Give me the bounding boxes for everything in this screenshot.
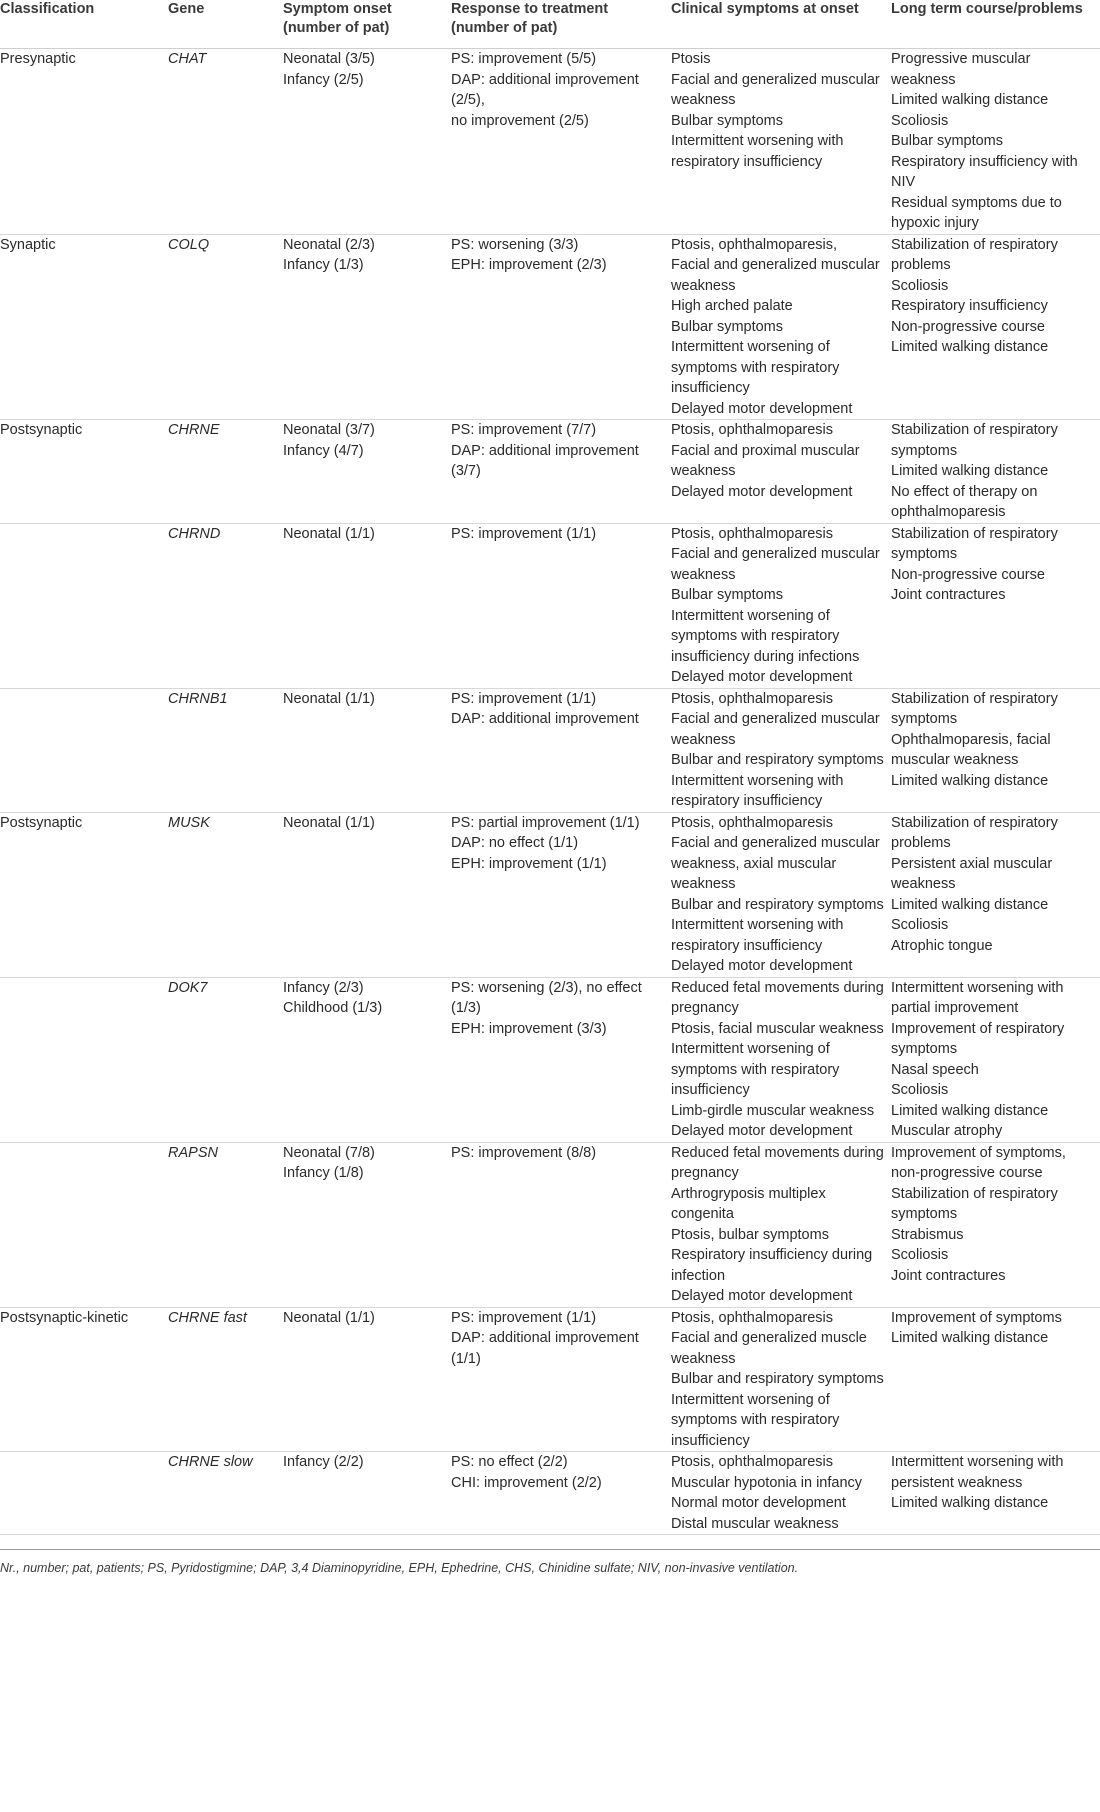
cell-longterm-line: Stabilization of respiratory symptoms: [891, 690, 1058, 727]
cell-clinical-line: Ptosis, ophthalmoparesis,: [671, 236, 838, 253]
cell-classification: [0, 523, 168, 688]
cell-onset-line: Infancy (2/5): [283, 71, 364, 88]
cell-response: [451, 49, 671, 235]
table-row: [0, 812, 1100, 977]
cell-clinical-line: Intermittent worsening of symptoms with respiratory insufficiency: [671, 1391, 840, 1449]
cell-onset: [283, 523, 451, 688]
cell-clinical-line: Ptosis, ophthalmoparesis: [671, 690, 833, 707]
cell-longterm-line: Stabilization of respiratory problems: [891, 814, 1058, 851]
cell-clinical-line: Bulbar symptoms: [671, 112, 784, 129]
cell-clinical-line: Delayed motor development: [671, 958, 853, 974]
cell-clinical-line: Bulbar and respiratory symptoms: [671, 896, 884, 913]
cell-longterm: [891, 812, 1100, 977]
cell-longterm-line: Limited walking distance: [891, 463, 1049, 479]
cell-clinical-line: Bulbar and respiratory symptoms: [671, 1371, 884, 1387]
cell-response: [451, 420, 671, 524]
cell-longterm-line: Stabilization of respiratory symptoms: [891, 1185, 1058, 1222]
cell-clinical-line: Intermittent worsening of symptoms with respiratory insufficiency: [671, 339, 840, 396]
cell-clinical-line: Facial and generalized muscular weakness: [671, 711, 880, 748]
cell-onset: [283, 49, 451, 235]
cell-clinical-line: Intermittent worsening of symptoms with respiratory insufficiency: [671, 1041, 840, 1098]
cell-response-line: PS: partial improvement (1/1): [451, 814, 640, 831]
cell-longterm-line: Limited walking distance: [891, 772, 1049, 789]
cell-clinical-line: Intermittent worsening with respiratory insufficiency: [671, 917, 844, 954]
table-row: [0, 234, 1100, 420]
cell-response-line: EPH: improvement (1/1): [451, 855, 607, 872]
cell-response-line: PS: no effect (2/2): [451, 1454, 568, 1470]
cell-clinical: [671, 688, 891, 812]
cell-clinical-line: Reduced fetal movements during pregnancy: [671, 1144, 884, 1181]
cell-longterm-line: Limited walking distance: [891, 1330, 1049, 1346]
cell-clinical-line: Bulbar symptoms: [671, 318, 784, 335]
table-row: [0, 1307, 1100, 1452]
cell-longterm-line: Stabilization of respiratory symptoms: [891, 422, 1058, 459]
cell-response: [451, 1307, 671, 1452]
cell-clinical: [671, 977, 891, 1142]
cell-onset-line: Infancy (1/8): [283, 1165, 364, 1181]
cell-clinical: [671, 1142, 891, 1307]
cell-onset-line: Neonatal (1/1): [283, 525, 375, 542]
cell-longterm-line: Limited walking distance: [891, 1495, 1049, 1511]
cell-onset: [283, 234, 451, 420]
cell-longterm-line: Respiratory insufficiency with NIV: [891, 153, 1078, 190]
cell-longterm-line: Joint contractures: [891, 1267, 1006, 1284]
cell-onset: [283, 812, 451, 977]
cell-longterm-line: Scoliosis: [891, 1082, 949, 1098]
cell-response: [451, 234, 671, 420]
cell-longterm-line: Joint contractures: [891, 587, 1006, 603]
cell-onset: [283, 1452, 451, 1535]
cell-response: [451, 1142, 671, 1307]
table-row: [0, 977, 1100, 1142]
table-row: [0, 1452, 1100, 1535]
cell-longterm-line: No effect of therapy on ophthalmoparesis: [891, 483, 1038, 520]
cell-onset-line: Neonatal (1/1): [283, 814, 375, 831]
header-longterm: Long term course/problems: [891, 0, 1100, 49]
cell-response-line: DAP: no effect (1/1): [451, 835, 579, 851]
table-row: [0, 49, 1100, 235]
cell-longterm-line: Scoliosis: [891, 277, 949, 294]
cell-gene: RAPSN: [168, 1142, 283, 1307]
cell-clinical-line: Ptosis, ophthalmoparesis: [671, 1309, 833, 1326]
cell-longterm: [891, 688, 1100, 812]
cell-clinical: [671, 234, 891, 420]
cell-clinical-line: Facial and proximal muscular weakness: [671, 442, 860, 479]
cell-response-line: PS: improvement (1/1): [451, 1309, 597, 1326]
cell-longterm-line: Scoliosis: [891, 112, 949, 129]
cell-clinical-line: Delayed motor development: [671, 483, 853, 500]
cell-longterm-line: Intermittent worsening with persistent weakness: [891, 1454, 1064, 1491]
cell-onset: [283, 977, 451, 1142]
cell-longterm-line: Improvement of respiratory symptoms: [891, 1020, 1065, 1057]
cell-clinical-line: Facial and generalized muscular weakness: [671, 257, 880, 294]
cell-clinical-line: Facial and generalized muscular weakness, axial muscular weakness: [671, 835, 880, 892]
cell-response-line: DAP: additional improvement (2/5),: [451, 71, 639, 108]
cell-clinical: [671, 523, 891, 688]
cell-clinical-line: Facial and generalized muscular weakness: [671, 546, 880, 583]
table-row: [0, 523, 1100, 688]
header-clinical: Clinical symptoms at onset: [671, 0, 891, 49]
table-row: [0, 688, 1100, 812]
cell-clinical: [671, 420, 891, 524]
cell-gene: COLQ: [168, 234, 283, 420]
cell-longterm-line: Limited walking distance: [891, 896, 1049, 913]
cell-onset: [283, 420, 451, 524]
cell-classification: [0, 1452, 168, 1535]
cell-response-line: PS: improvement (8/8): [451, 1144, 597, 1161]
cell-clinical-line: Ptosis, ophthalmoparesis: [671, 1454, 833, 1470]
cell-longterm-line: Stabilization of respiratory problems: [891, 236, 1058, 273]
cell-onset-line: Neonatal (3/5): [283, 51, 375, 67]
cell-gene: CHRNB1: [168, 688, 283, 812]
table-footnote: Nr., number; pat, patients; PS, Pyridostigmine; DAP, 3,4 Diaminopyridine, EPH, Ephedrine, CHS, Chinidine sulfate; NIV, non-invasive ventilation.: [0, 1549, 1100, 1579]
table-row: [0, 420, 1100, 524]
cell-classification: Presynaptic: [0, 49, 168, 235]
cell-response-line: PS: improvement (1/1): [451, 690, 597, 707]
cell-longterm-line: Limited walking distance: [891, 1102, 1049, 1119]
cell-onset-line: Childhood (1/3): [283, 1000, 383, 1016]
cell-clinical-line: Distal muscular weakness: [671, 1515, 839, 1532]
cell-clinical-line: Reduced fetal movements during pregnancy: [671, 979, 884, 1016]
cell-longterm-line: Improvement of symptoms: [891, 1309, 1062, 1326]
cell-response-line: DAP: additional improvement (1/1): [451, 1330, 639, 1367]
cell-longterm: [891, 234, 1100, 420]
cell-longterm-line: Ophthalmoparesis, facial muscular weakness: [891, 731, 1051, 768]
cell-longterm-line: Stabilization of respiratory symptoms: [891, 525, 1058, 562]
cell-longterm-line: Improvement of symptoms, non-progressive course: [891, 1144, 1066, 1181]
cell-longterm-line: Respiratory insufficiency: [891, 298, 1048, 314]
cell-onset-line: Infancy (4/7): [283, 442, 364, 459]
cell-clinical-line: Facial and generalized muscle weakness: [671, 1330, 867, 1367]
cell-classification: Postsynaptic: [0, 420, 168, 524]
cell-gene: DOK7: [168, 977, 283, 1142]
cell-clinical-line: Respiratory insufficiency during infection: [671, 1247, 873, 1284]
cell-onset-line: Neonatal (2/3): [283, 236, 375, 253]
cell-gene: CHRNE fast: [168, 1307, 283, 1452]
cell-longterm: [891, 49, 1100, 235]
cell-onset: [283, 1142, 451, 1307]
cell-response-line: DAP: additional improvement: [451, 711, 639, 727]
cell-clinical-line: Facial and generalized muscular weakness: [671, 71, 880, 108]
cell-response-line: PS: improvement (1/1): [451, 525, 597, 542]
cell-longterm-line: Non-progressive course: [891, 566, 1045, 583]
cell-response-line: PS: worsening (3/3): [451, 236, 579, 253]
cell-response: [451, 1452, 671, 1535]
cell-longterm-line: Non-progressive course: [891, 318, 1045, 335]
cell-classification: [0, 977, 168, 1142]
cell-longterm-line: Nasal speech: [891, 1061, 979, 1078]
header-classification: Classification: [0, 0, 168, 49]
cell-clinical-line: Limb-girdle muscular weakness: [671, 1102, 875, 1119]
cell-response-line: DAP: additional improvement (3/7): [451, 442, 639, 479]
cell-longterm: [891, 1452, 1100, 1535]
cell-onset-line: Neonatal (7/8): [283, 1144, 375, 1161]
cell-response-line: PS: improvement (7/7): [451, 422, 597, 438]
cell-longterm-line: Limited walking distance: [891, 339, 1049, 355]
cell-clinical: [671, 49, 891, 235]
cell-response-line: CHI: improvement (2/2): [451, 1474, 602, 1491]
header-gene: Gene: [168, 0, 283, 49]
cell-clinical-line: Delayed motor development: [671, 669, 853, 685]
cell-clinical-line: Intermittent worsening with respiratory insufficiency: [671, 772, 844, 809]
cell-onset-line: Infancy (2/3): [283, 979, 364, 996]
cell-gene: CHRNE slow: [168, 1452, 283, 1535]
cell-longterm-line: Atrophic tongue: [891, 937, 993, 954]
cell-clinical-line: Ptosis, ophthalmoparesis: [671, 814, 833, 831]
cell-longterm: [891, 420, 1100, 524]
cell-onset-line: Infancy (1/3): [283, 257, 364, 273]
cell-clinical: [671, 812, 891, 977]
cell-clinical-line: Bulbar symptoms: [671, 587, 784, 603]
cell-classification: [0, 688, 168, 812]
cell-clinical-line: Delayed motor development: [671, 400, 853, 417]
cell-classification: [0, 1142, 168, 1307]
cell-clinical-line: Intermittent worsening with respiratory insufficiency: [671, 133, 844, 170]
cell-longterm: [891, 977, 1100, 1142]
cell-longterm: [891, 1307, 1100, 1452]
cell-clinical-line: Ptosis, bulbar symptoms: [671, 1226, 829, 1243]
cell-longterm-line: Scoliosis: [891, 1247, 949, 1263]
cell-response: [451, 688, 671, 812]
cell-classification: Postsynaptic: [0, 812, 168, 977]
cell-clinical-line: Delayed motor development: [671, 1288, 853, 1304]
cell-response-line: PS: worsening (2/3), no effect (1/3): [451, 979, 642, 1016]
cell-clinical: [671, 1452, 891, 1535]
cell-gene: MUSK: [168, 812, 283, 977]
cell-longterm-line: Progressive muscular weakness: [891, 51, 1031, 88]
cell-longterm-line: Strabismus: [891, 1226, 964, 1243]
cell-longterm-line: Intermittent worsening with partial improvement: [891, 979, 1064, 1016]
cell-clinical-line: Arthrogryposis multiplex congenita: [671, 1185, 826, 1222]
cell-onset-line: Neonatal (1/1): [283, 690, 375, 707]
cell-longterm-line: Limited walking distance: [891, 92, 1049, 108]
cell-onset: [283, 688, 451, 812]
cell-clinical-line: Ptosis, ophthalmoparesis: [671, 525, 833, 542]
cell-onset-line: Neonatal (3/7): [283, 422, 375, 438]
cell-longterm: [891, 1142, 1100, 1307]
table-body: [0, 49, 1100, 1535]
cell-response-line: no improvement (2/5): [451, 112, 589, 129]
cell-clinical-line: High arched palate: [671, 298, 793, 314]
cell-response-line: EPH: improvement (3/3): [451, 1020, 607, 1037]
cell-longterm: [891, 523, 1100, 688]
cell-onset-line: Infancy (2/2): [283, 1454, 364, 1470]
cell-clinical-line: Delayed motor development: [671, 1123, 853, 1139]
cell-clinical-line: Ptosis, ophthalmoparesis: [671, 422, 833, 438]
cell-clinical-line: Bulbar and respiratory symptoms: [671, 752, 884, 768]
cell-longterm-line: Muscular atrophy: [891, 1123, 1003, 1139]
header-onset: Symptom onset (number of pat): [283, 0, 451, 49]
cell-response: [451, 812, 671, 977]
cell-longterm-line: Persistent axial muscular weakness: [891, 855, 1053, 892]
cell-gene: CHRNE: [168, 420, 283, 524]
cell-response-line: EPH: improvement (2/3): [451, 257, 607, 273]
cell-longterm-line: Bulbar symptoms: [891, 133, 1004, 149]
cell-gene: CHAT: [168, 49, 283, 235]
cell-response-line: PS: improvement (5/5): [451, 51, 597, 67]
cell-clinical-line: Ptosis, facial muscular weakness: [671, 1020, 884, 1037]
header-row: [0, 0, 1100, 49]
cell-clinical-line: Normal motor development: [671, 1495, 846, 1511]
cell-longterm-line: Scoliosis: [891, 917, 949, 933]
cell-onset-line: Neonatal (1/1): [283, 1309, 375, 1326]
cell-response: [451, 523, 671, 688]
cell-clinical-line: Intermittent worsening of symptoms with respiratory insufficiency during infections: [671, 607, 860, 665]
cell-clinical-line: Ptosis: [671, 51, 711, 67]
cell-classification: Postsynaptic-kinetic: [0, 1307, 168, 1452]
cell-clinical: [671, 1307, 891, 1452]
cell-clinical-line: Muscular hypotonia in infancy: [671, 1474, 863, 1491]
cell-onset: [283, 1307, 451, 1452]
table-row: [0, 1142, 1100, 1307]
cell-response: [451, 977, 671, 1142]
cell-classification: Synaptic: [0, 234, 168, 420]
header-response: Response to treatment (number of pat): [451, 0, 671, 49]
cell-longterm-line: Residual symptoms due to hypoxic injury: [891, 194, 1062, 231]
cell-gene: CHRND: [168, 523, 283, 688]
